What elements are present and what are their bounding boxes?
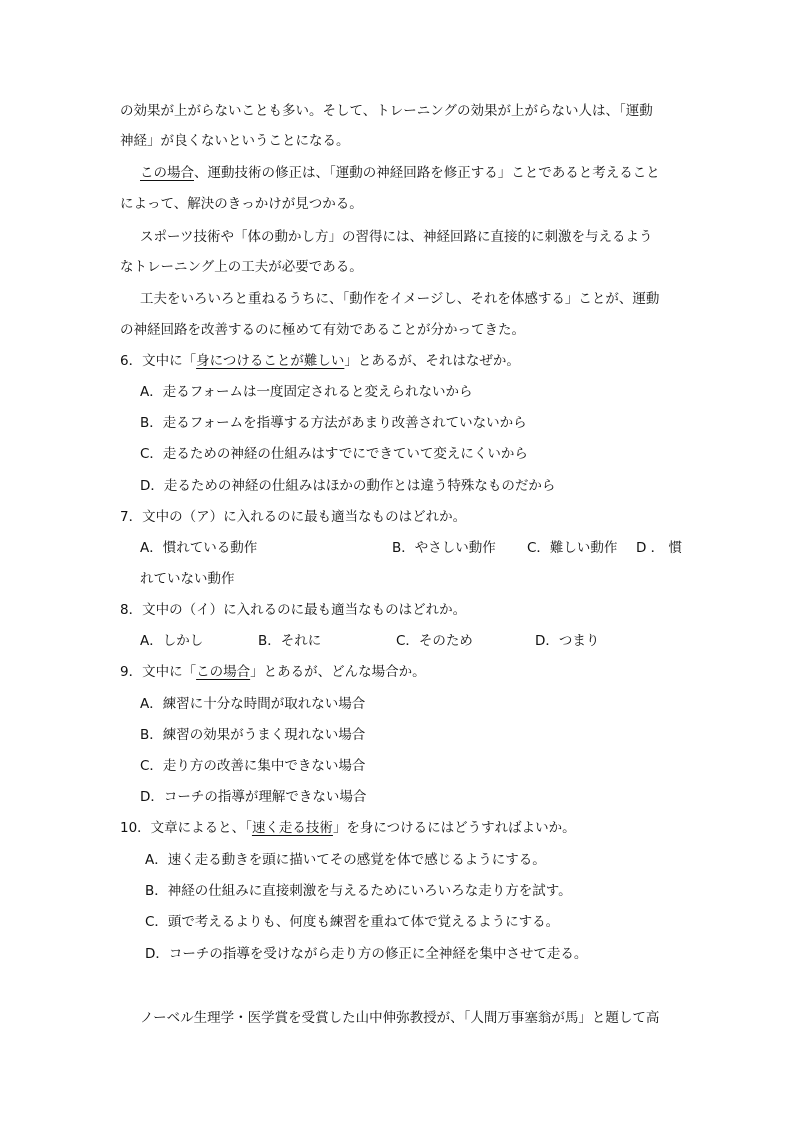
question-text: 」とあるが、どんな場合か。 [250, 664, 426, 680]
option-b: B．練習の効果がうまく現れない場合 [140, 727, 366, 743]
option-d-continuation: れていない動作 [140, 571, 235, 587]
option-d: D．コーチの指導が理解できない場合 [140, 789, 367, 805]
passage-text: 、運動技術の修正は、「運動の神経回路を修正する」ことであると考えること [194, 165, 660, 181]
option-b: B．それに [258, 633, 322, 649]
question-text: 6．文中に「 [120, 353, 197, 369]
option-c: C．走り方の改善に集中できない場合 [140, 758, 366, 774]
option-b: B．やさしい動作 [392, 540, 496, 556]
question-7: 7．文中の（ア）に入れるのに最も適当なものはどれか。 [120, 509, 467, 525]
passage-line: なトレーニング上の工夫が必要である。 [120, 259, 363, 275]
passage-line: によって、解決のきっかけが見つかる。 [120, 196, 363, 212]
option-c: C．難しい動作 [527, 540, 618, 556]
passage-line: の効果が上がらないことも多い。そして、トレーニングの効果が上がらない人は、「運動 [120, 103, 653, 119]
question-10 [120, 818, 576, 838]
underlined-phrase: 速く走る技術 [251, 820, 333, 836]
option-b: B．走るフォームを指導する方法があまり改善されていないから [140, 415, 527, 431]
option-a: A．練習に十分な時間が取れない場合 [140, 696, 366, 712]
question-text: 」を身につけるにはどうすればよいか。 [332, 820, 576, 836]
underlined-phrase: 身につけることが難しい [196, 353, 345, 369]
question-text: 9．文中に「 [120, 664, 197, 680]
option-c: C．走るための神経の仕組みはすでにできていて変えにくいから [140, 446, 528, 462]
option-d: D．走るための神経の仕組みはほかの動作とは違う特殊なものだから [140, 478, 556, 494]
option-a: A．速く走る動きを頭に描いてその感覚を体で感じるようにする。 [145, 852, 546, 868]
option-a: A．走るフォームは一度固定されると変えられないから [140, 384, 473, 400]
question-8: 8．文中の（イ）に入れるのに最も適当なものはどれか。 [120, 602, 467, 618]
option-d: D ． 慣 [636, 540, 682, 556]
passage-line: の神経回路を改善するのに極めて有効であることが分かってきた。 [120, 322, 525, 338]
passage-line: スポーツ技術や「体の動かし方」の習得には、神経回路に直接的に刺激を与えるよう [140, 229, 653, 245]
passage-line: 工夫をいろいろと重ねるうちに、「動作をイメージし、それを体感する」ことが、運動 [140, 291, 660, 307]
passage-line [140, 163, 660, 183]
option-c: C．頭で考えるよりも、何度も練習を重ねて体で覚えるようにする。 [145, 914, 560, 930]
option-a: A．しかし [140, 633, 204, 649]
option-c: C．そのため [396, 633, 473, 649]
option-b: B．神経の仕組みに直接刺激を与えるためにいろいろな走り方を試す。 [145, 883, 572, 899]
passage-line: 神経」が良くないということになる。 [120, 133, 350, 149]
question-9 [120, 662, 426, 682]
underlined-phrase: この場合 [140, 165, 194, 181]
passage-line: ノーベル生理学・医学賞を受賞した山中伸弥教授が、「人間万事塞翁が馬」と題して高 [140, 1010, 660, 1026]
underlined-phrase: この場合 [196, 664, 251, 680]
question-text: 」とあるが、それはなぜか。 [344, 353, 520, 369]
question-text: 10．文章によると、「 [120, 820, 252, 836]
question-6 [120, 351, 520, 371]
option-a: A．慣れている動作 [140, 540, 258, 556]
option-d: D．コーチの指導を受けながら走り方の修正に全神経を集中させて走る。 [145, 946, 588, 962]
option-d: D．つまり [535, 633, 600, 649]
